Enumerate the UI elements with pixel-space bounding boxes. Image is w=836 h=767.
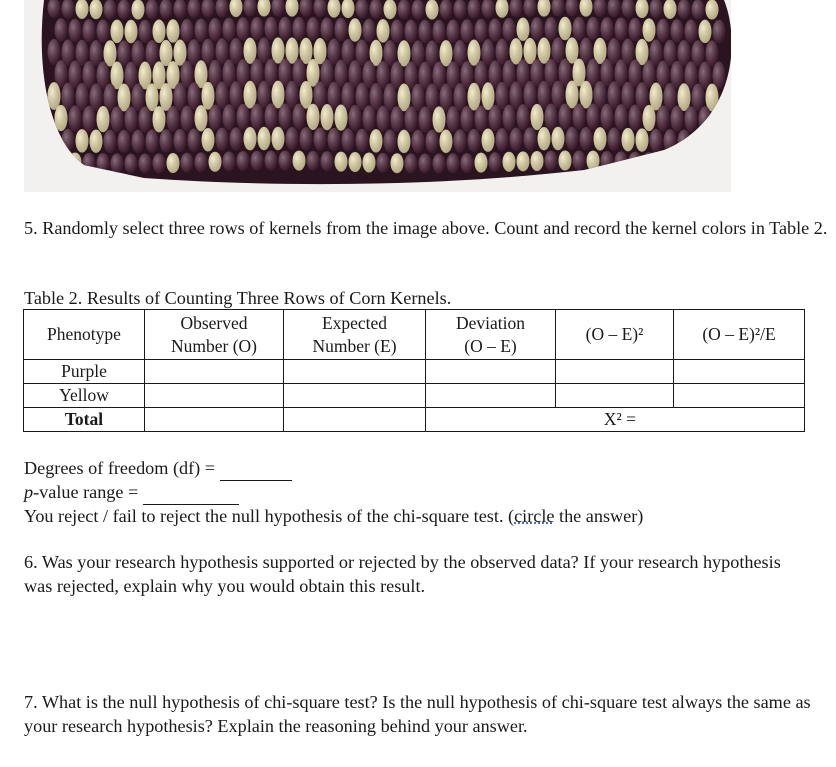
cell-yellow-squared[interactable] (556, 384, 674, 408)
table-row-purple (24, 360, 805, 384)
cell-purple-observed[interactable] (145, 360, 284, 384)
p-value-label: -value range = (33, 482, 139, 502)
header-phenotype: Phenotype (24, 310, 145, 360)
table-row-total (24, 408, 805, 432)
header-deviation-line1: Deviation (455, 312, 525, 333)
question-5: 5. Randomly select three rows of kernels from the image above. Count and record the kernel colors in Table 2. (24, 218, 828, 238)
header-deviation (426, 310, 556, 360)
header-observed (145, 310, 284, 360)
row-label-purple: Purple (24, 360, 145, 384)
p-italic: p (24, 482, 34, 502)
question-7: 7. What is the null hypothesis of chi-square test? Is the null hypothesis of chi-square test always the same as your research hypothesis? Explain the reasoning behind your answer. (24, 692, 811, 736)
df-answer-blank[interactable] (220, 456, 292, 481)
corn-cob-icon (24, 0, 731, 192)
results-table (23, 309, 805, 432)
header-expected (284, 310, 426, 360)
cell-purple-ratio[interactable] (674, 360, 805, 384)
reject-line (24, 504, 643, 528)
row-label-total: Total (24, 408, 145, 432)
p-value-answer-blank[interactable] (143, 480, 239, 505)
cell-purple-squared[interactable] (556, 360, 674, 384)
degrees-of-freedom-line (24, 456, 292, 481)
header-squared: (O – E)² (556, 310, 674, 360)
cell-yellow-observed[interactable] (145, 384, 284, 408)
cell-total-observed[interactable] (145, 408, 284, 432)
chi-square-cell[interactable] (426, 408, 805, 432)
row-label-yellow: Yellow (24, 384, 145, 408)
circle-word: circle (514, 506, 555, 526)
reject-text-before: You reject / fail to reject the null hypothesis of the chi-square test. ( (24, 506, 515, 526)
cell-yellow-expected[interactable] (284, 384, 426, 408)
header-ratio: (O – E)²/E (674, 310, 805, 360)
question-6: 6. Was your research hypothesis supported or rejected by the observed data? If your research hypothesis was rejected, explain why you would obtain this result. (24, 552, 781, 596)
cell-purple-expected[interactable] (284, 360, 426, 384)
cell-yellow-deviation[interactable] (426, 384, 556, 408)
table-caption: Table 2. Results of Counting Three Rows of Corn Kernels. (24, 288, 452, 308)
cell-total-expected[interactable] (284, 408, 426, 432)
chi-square-label: X² = (603, 409, 637, 429)
cell-purple-deviation[interactable] (426, 360, 556, 384)
p-value-line (24, 480, 239, 505)
reject-text-after: the answer) (554, 506, 644, 526)
header-observed-line1: Observed (180, 312, 248, 333)
header-expected-line2: Number (E) (312, 335, 397, 356)
cell-yellow-ratio[interactable] (674, 384, 805, 408)
header-deviation-line2: (O – E) (464, 335, 517, 356)
table-row-yellow (24, 384, 805, 408)
header-expected-line1: Expected (321, 312, 388, 333)
corn-cob-image (24, 0, 731, 192)
header-observed-line2: Number (O) (170, 335, 257, 356)
df-label: Degrees of freedom (df) = (24, 458, 216, 478)
